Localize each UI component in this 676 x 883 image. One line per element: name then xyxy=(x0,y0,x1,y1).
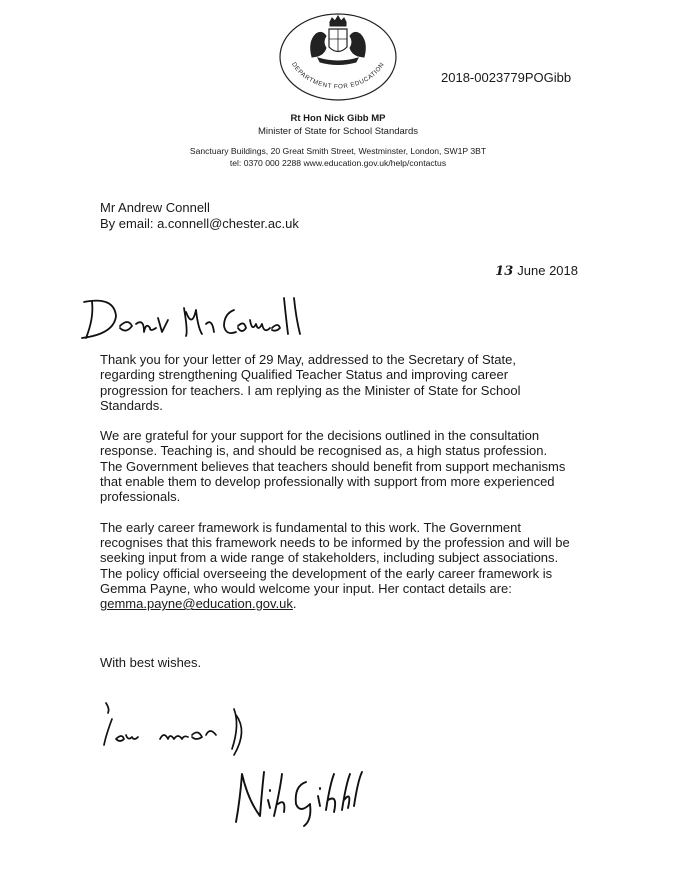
paragraph-1: Thank you for your letter of 29 May, addressed to the Secretary of State, regarding strengthening Qualified Teacher Status and improving career progression for teachers. I am replying as the Minister of State for School Standards. xyxy=(100,352,521,413)
paragraph-3-text: The early career framework is fundamental to this work. The Government recognises that this framework needs to be informed by the profession and will be seeking input from a wide range of stakeholders, including subject associations. The policy official overseeing the development of the early career framework is Gemma Payne, who would welcome your input. Her contact details are: xyxy=(100,519,570,596)
handwritten-salutation xyxy=(74,288,314,348)
reference-number: 2018-0023779POGibb xyxy=(441,70,572,85)
paragraph-3 xyxy=(100,520,570,612)
recipient-block xyxy=(100,200,299,232)
handwritten-signoff xyxy=(98,695,258,765)
sender-address-block xyxy=(0,146,676,169)
closing-line: With best wishes. xyxy=(100,655,202,670)
letter-date xyxy=(495,263,578,279)
department-crest-logo xyxy=(278,12,398,102)
date-day: 13 xyxy=(495,264,514,279)
recipient-email: By email: a.connell@chester.ac.uk xyxy=(100,216,299,231)
letter-body xyxy=(100,352,570,626)
sender-block xyxy=(0,112,676,138)
paragraph-2: We are grateful for your support for the decisions outlined in the consultation response. Teaching is, and should be recognised as, a high status profession. The Government believes that teachers should benefit from support mechanisms that enable them to develop professionally with support from more experienced professionals. xyxy=(100,428,566,505)
sender-address: Sanctuary Buildings, 20 Great Smith Street, Westminster, London, SW1P 3BT xyxy=(189,146,487,156)
paragraph-3-suffix: . xyxy=(292,596,297,612)
date-month-year: June 2018 xyxy=(517,263,578,278)
crest-text: DEPARTMENT FOR EDUCATION xyxy=(290,61,386,91)
signature xyxy=(222,760,382,830)
contact-email-link[interactable]: gemma.payne@education.gov.uk xyxy=(100,596,293,612)
sender-contact: tel: 0370 000 2288 www.education.gov.uk/help/contactus xyxy=(229,157,447,168)
svg-text:DEPARTMENT FOR EDUCATION xyxy=(290,61,386,90)
sender-title: Minister of State for School Standards xyxy=(258,126,418,137)
recipient-name: Mr Andrew Connell xyxy=(100,200,210,215)
sender-name: Rt Hon Nick Gibb MP xyxy=(290,113,386,124)
royal-coat-of-arms-icon xyxy=(311,16,366,65)
